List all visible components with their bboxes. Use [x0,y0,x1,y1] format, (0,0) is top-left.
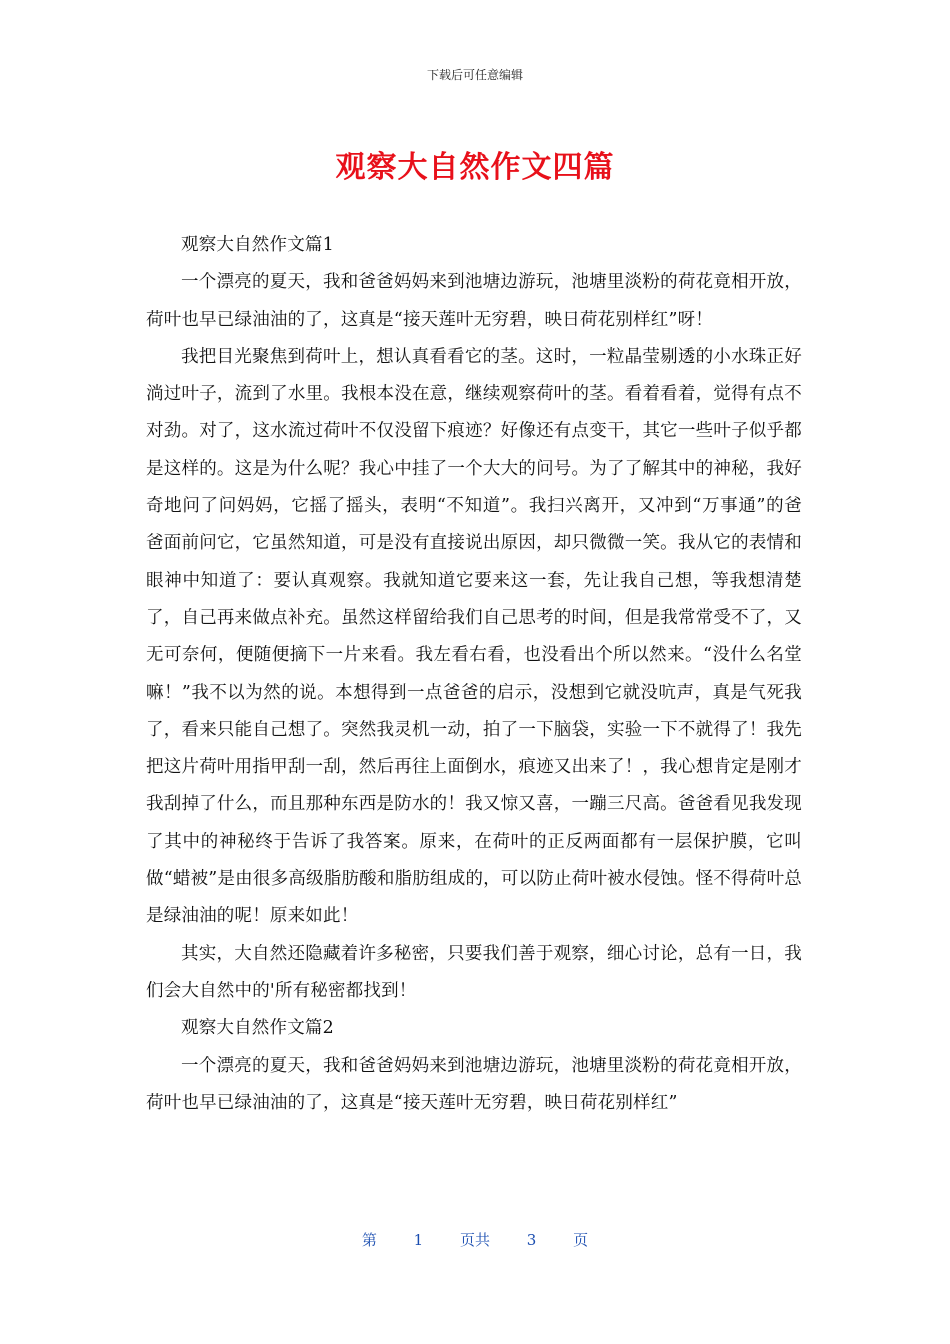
section-heading-1: 观察大自然作文篇1 [181,235,334,255]
footer-prefix: 第 [361,1231,377,1249]
total-page-count: 3 [526,1231,537,1249]
footer-suffix: 页 [573,1231,589,1249]
current-page-number: 1 [413,1231,424,1249]
document-body [146,227,802,1122]
page-footer [0,1229,950,1250]
section-heading-2: 观察大自然作文篇2 [181,1018,334,1039]
paragraph: 其实，大自然还隐藏着许多秘密，只要我们善于观察，细心讨论，总有一日，我们会大自然中的'所有秘密都找到！ [146,943,802,1001]
page-header: 下载后可任意编辑 [426,68,523,82]
paragraph: 一个漂亮的夏天，我和爸爸妈妈来到池塘边游玩，池塘里淡粉的荷花竟相开放，荷叶也早已绿油油的了，这真是“接天莲叶无穷碧，映日荷花别样红”呀！ [146,272,802,330]
footer-middle: 页共 [459,1231,490,1249]
paragraph: 我把目光聚焦到荷叶上，想认真看看它的茎。这时，一粒晶莹剔透的小水珠正好淌过叶子，流到了水里。我根本没在意，继续观察荷叶的茎。看着看着，觉得有点不对劲。对了，这水流过荷叶不仅没留下痕迹？好像还有点变干，其它一些叶子似乎都是这样的。这是为什么呢？我心中挂了一个大大的问号。为了了解其中的神秘，我好奇地问了问妈妈，它摇了摇头，表明“不知道”。我扫兴离开，又冲到“万事通”的爸爸面前问它，它虽然知道，可是没有直接说出原因，却只微微一笑。我从它的表情和眼神中知道了：要认真观察。我就知道它要来这一套，先让我自己想，等我想清楚了，自己再来做点补充。虽然这样留给我们自己思考的时间，但是我常常受不了，又无可奈何，便随便摘下一片来看。我左看右看，也没看出个所以然来。“没什么名堂嘛！”我不以为然的说。本想得到一点爸爸的启示，没想到它就没吭声，真是气死我了，看来只能自己想了。突然我灵机一动，拍了一下脑袋，实验一下不就得了！我先把这片荷叶用指甲刮一刮，然后再往上面倒水，痕迹又出来了！，我心想肯定是刚才我刮掉了什么，而且那种东西是防水的！我又惊又喜，一蹦三尺高。爸爸看见我发现了其中的神秘终于告诉了我答案。原来，在荷叶的正反两面都有一层保护膜，它叫做“蜡被”是由很多高级脂肪酸和脂肪组成的，可以防止荷叶被水侵蚀。怪不得荷叶总是绿油油的呢！原来如此！ [146,346,802,927]
document-title: 观察大自然作文四篇 [335,150,615,185]
paragraph: 一个漂亮的夏天，我和爸爸妈妈来到池塘边游玩，池塘里淡粉的荷花竟相开放，荷叶也早已绿油油的了，这真是“接天莲叶无穷碧，映日荷花别样红” [146,1055,802,1113]
